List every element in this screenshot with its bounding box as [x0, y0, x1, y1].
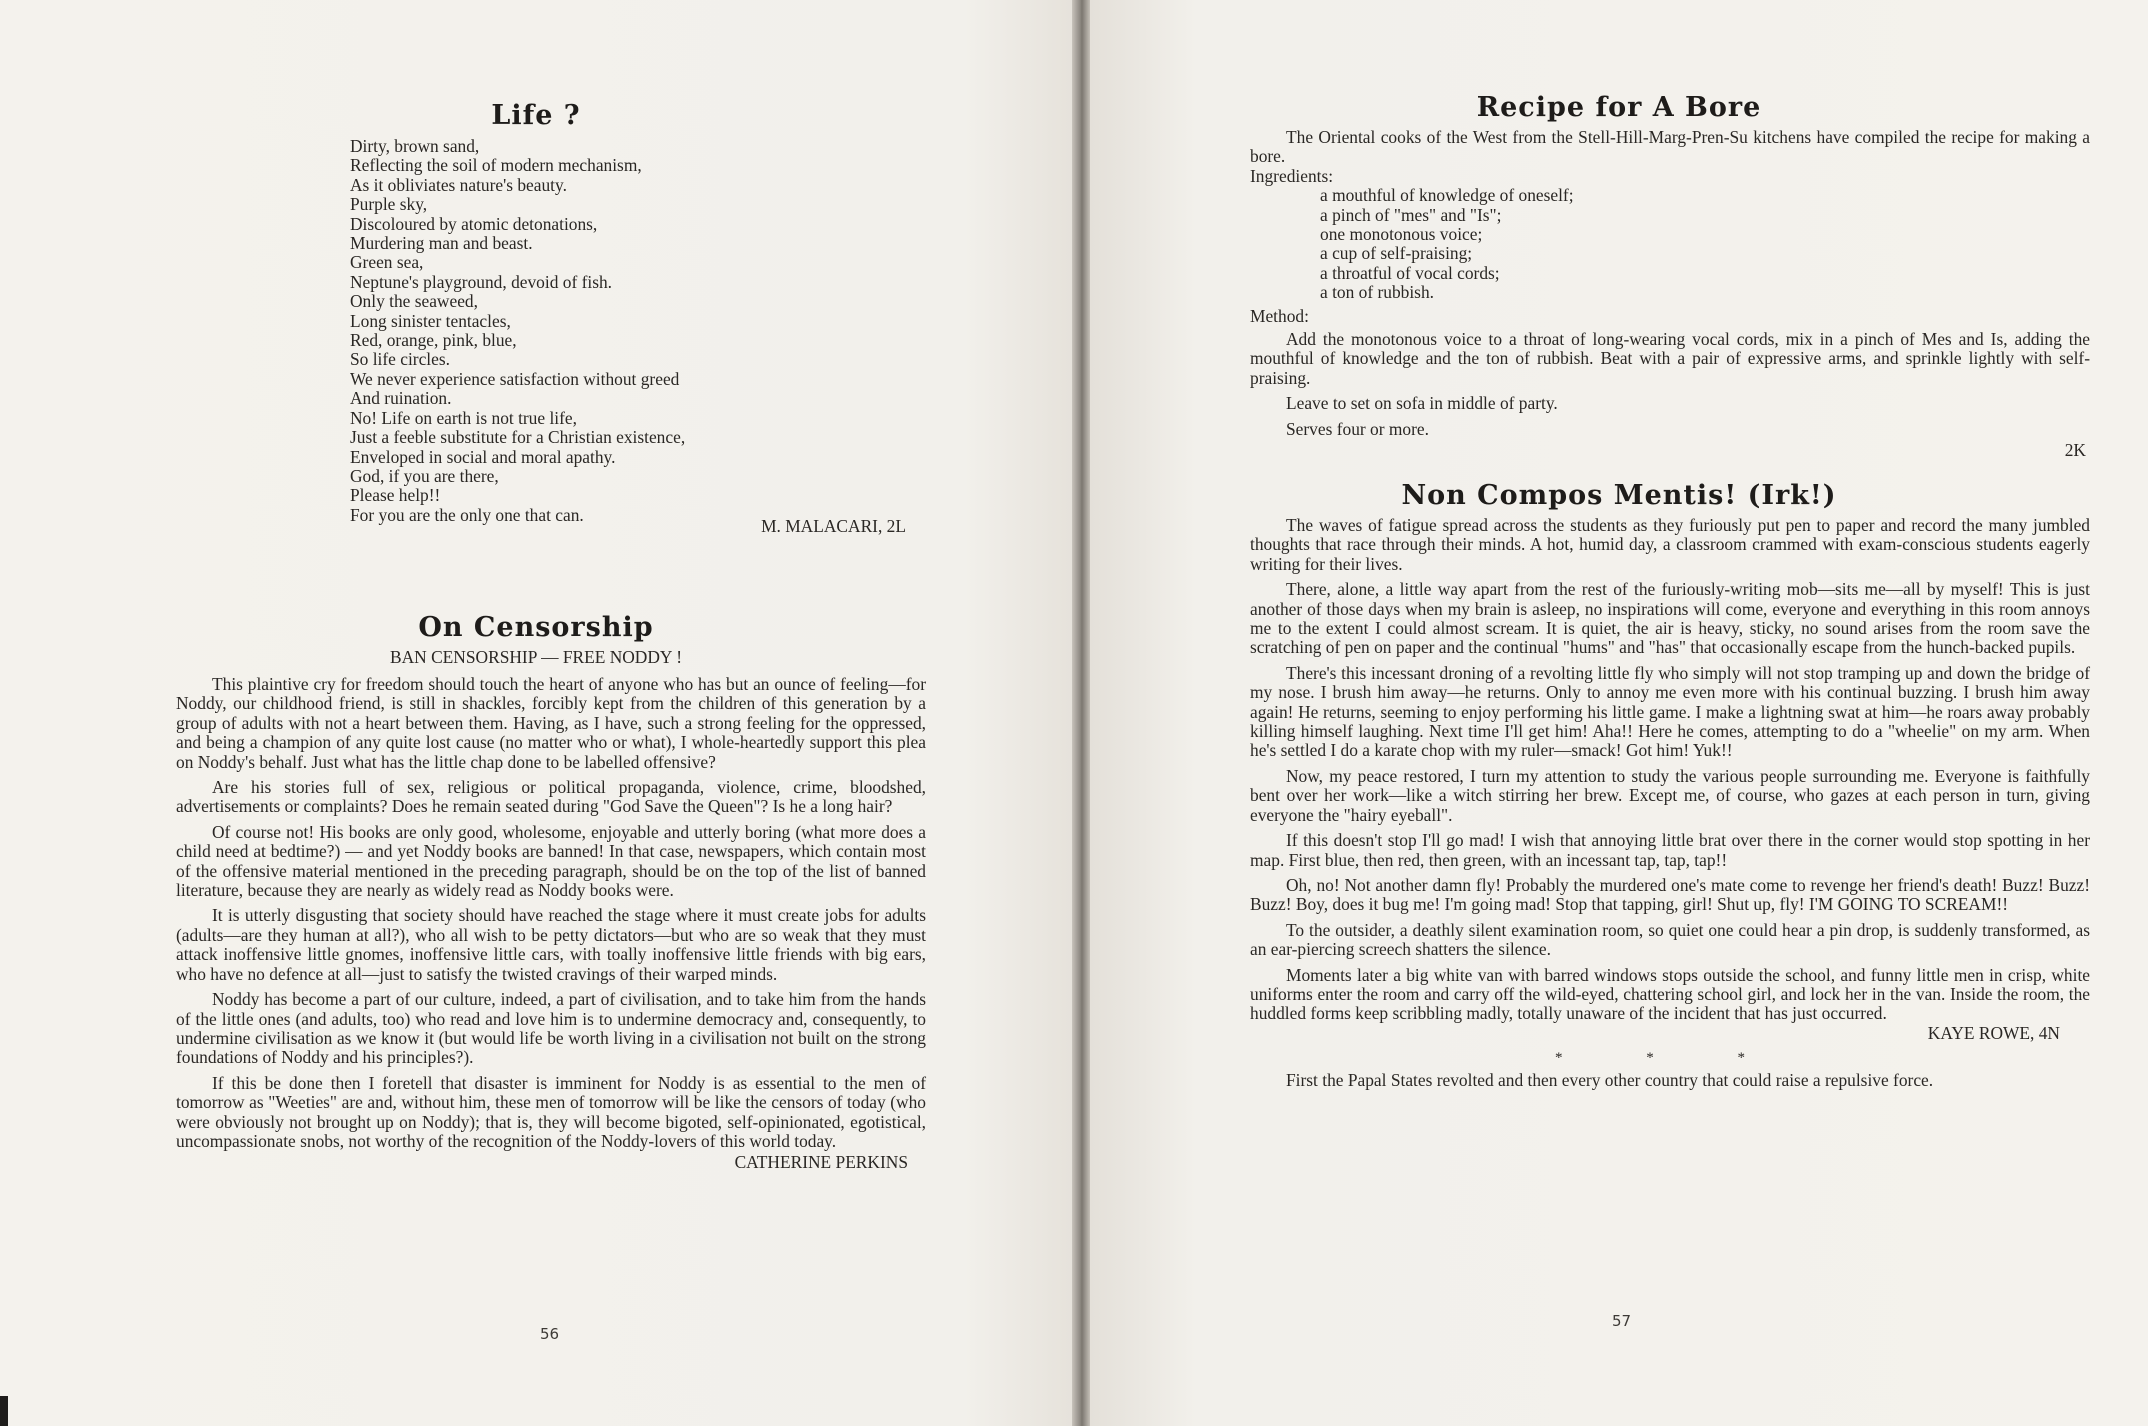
noncompos-paragraph: The waves of fatigue spread across the students as they furiously put pen to paper and record the many jumbled thoughts that race through their minds. A hot, humid day, a classroom crammed with exam-conscious students eagerly writing for their lives. — [1250, 515, 2090, 574]
censorship-paragraph: This plaintive cry for freedom should touch the heart of anyone who has but an ounce of feeling—for Noddy, our childhood friend, is still in shackles, forcibly kept from the children of this generation by a group of adults with not a heart between them. Having, as I have, such a strong feeling for the oppressed, and being a champion of any quite lost cause (no matter who or what), I whole-heartedly support this plea on Noddy's behalf. Just what has the little chap done to be labelled offensive? — [176, 674, 926, 772]
closing-text: First the Papal States revolted and then every other country that could raise a repulsive force. — [1286, 1069, 1934, 1090]
ingredients-label: Ingredients: — [1250, 165, 1334, 186]
poem-line: Discoloured by atomic detonations, — [350, 213, 598, 234]
poem-line: Just a feeble substitute for a Christian existence, — [350, 427, 686, 448]
poem-line: Long sinister tentacles, — [350, 310, 511, 331]
poem-line: Green sea, — [350, 252, 424, 273]
life-title: Life ? — [491, 100, 581, 131]
ingredient-item: a ton of rubbish. — [1320, 282, 1434, 303]
censorship-paragraph: Of course not! His books are only good, wholesome, enjoyable and utterly boring (what more does a child need at bedtime?) — and yet Noddy books are banned! In that case, newspapers, which contain most of the offensive material mentioned in the preceding paragraph, should be on the top of the list of banned literature, because they are nearly as widely read as Noddy books were. — [176, 821, 926, 901]
poem-line: We never experience satisfaction without greed — [350, 368, 680, 389]
ingredient-item: a cup of self-praising; — [1320, 243, 1473, 264]
noncompos-author: KAYE ROWE, 4N — [1927, 1022, 2060, 1043]
method-step: Add the monotonous voice to a throat of long-wearing vocal cords, mix in a pinch of Mes and Is, adding the mouthful of knowledge and the ton of rubbish. Beat with a pair of expressive arms, and sprinkle lightly with self-praising. — [1250, 329, 2090, 388]
poem-line: Only the seaweed, — [350, 291, 478, 312]
ingredient-item: a mouthful of knowledge of oneself; — [1320, 185, 1574, 206]
recipe-intro: The Oriental cooks of the West from the Stell-Hill-Marg-Pren-Su kitchens have compiled the recipe for making a bore. — [1250, 127, 2090, 167]
poem-line: No! Life on earth is not true life, — [350, 407, 577, 428]
poem-line: Dirty, brown sand, — [350, 136, 480, 156]
page-corner-mark — [0, 1396, 8, 1426]
censorship-subtitle: BAN CENSORSHIP — FREE NODDY ! — [390, 647, 682, 667]
recipe-title: Recipe for A Bore — [1476, 92, 1762, 123]
recipe-author: 2K — [2064, 440, 2086, 461]
recipe-body — [1250, 128, 2090, 461]
poem-line: As it obliviates nature's beauty. — [350, 174, 567, 195]
noncompos-paragraph: Now, my peace restored, I turn my attention to study the various people surrounding me. Everyone is faithfully bent over her work—like a witch stirring her brew. Except me, of course, who gazes at each person in turn, giving everyone the "hairy eyeball". — [1250, 765, 2090, 825]
method-step: Serves four or more. — [1286, 418, 1429, 439]
poem-line: Purple sky, — [350, 194, 428, 215]
noncompos-paragraph: There's this incessant droning of a revolting little fly who simply will not stop tramping up and down the bridge of my nose. I brush him away—he returns. Only to annoy me even more with his continual buzzing. I brush him away again! He returns, seeming to enjoy performing his little game. I make a lightning swat at him—he roars away probably killing himself laughing. Next time I'll get him! Aha!! Here he comes, attempting to do a "wheelie" on my arm. When he's settled I do a karate chop with my ruler—smack! Got him! Yuk!! — [1250, 662, 2090, 761]
poem-line: Please help!! — [350, 485, 441, 506]
method-step: Leave to set on sofa in middle of party. — [1286, 393, 1558, 414]
censorship-paragraph: Are his stories full of sex, religious or political propaganda, violence, crime, bloodshed, advertisements or complaints? Does he remain seated during "God Save the Queen"? Is he a long hair? — [176, 777, 926, 817]
poem-line: Enveloped in social and moral apathy. — [350, 446, 616, 467]
censorship-paragraph: It is utterly disgusting that society should have reached the stage where it must create jobs for adults (adults—are they human at all?), who all wish to be petty dictators—but who are so weak that they must attack inoffensive little gnomes, inoffensive little cars, with toally inoffensive little friends with big ears, who have no defence at all—just to satisfy the twisted cravings of their warped minds. — [176, 905, 926, 984]
censorship-title: On Censorship — [418, 612, 654, 643]
noncompos-paragraph: There, alone, a little way apart from the rest of the furiously-writing mob—sits me—all by myself! This is just another of those days when my brain is asleep, no inspirations will come, everyone and everything in this room annoys me to the extent I could almost scream. It is quiet, the air is heavy, sticky, no sound arises from the room save the scratching of pen on paper and the continual "hums" and "has" that occasionally escape from the hunch-backed pupils. — [1250, 579, 2090, 658]
censorship-paragraph: If this be done then I foretell that disaster is imminent for Noddy is as essential to the men of tomorrow as "Weeties" are and, without him, these men of tomorrow will be like the censors of today (who were obviously not brought up on Noddy); that is, they will become bigoted, self-opinionated, egotistical, uncompassionate snobs, not worthy of the recognition of the Noddy-lovers of this world today. — [176, 1072, 926, 1151]
ingredients-list — [1320, 186, 2090, 302]
ingredient-item: a pinch of "mes" and "Is"; — [1320, 204, 1502, 225]
censorship-paragraph: Noddy has become a part of our culture, indeed, a part of civilisation, and to take him from the hands of the little ones (and adults, too) who read and love him is to undermine democracy and, consequently, to undermine civilisation as we know it (but would life be worth living in a civilisation not built on the strong foundations of Noddy and his principles?). — [176, 989, 926, 1068]
page-number-right: 57 — [1612, 1312, 1632, 1330]
noncompos-body — [1250, 516, 2090, 1090]
method-label: Method: — [1250, 305, 1309, 326]
right-page — [1090, 0, 2148, 1426]
poem-line: Reflecting the soil of modern mechanism, — [350, 155, 642, 176]
ingredient-item: a throatful of vocal cords; — [1320, 262, 1500, 283]
noncompos-paragraph: To the outsider, a deathly silent examination room, so quiet one could hear a pin drop, is suddenly transformed, as an ear-piercing screech shatters the silence. — [1250, 919, 2090, 960]
left-page — [0, 0, 1072, 1426]
poem-line: Neptune's playground, devoid of fish. — [350, 271, 613, 292]
poem-line: God, if you are there, — [350, 465, 499, 486]
censorship-author: CATHERINE PERKINS — [734, 1152, 908, 1173]
book-gutter — [1072, 0, 1090, 1426]
noncompos-paragraph: Oh, no! Not another damn fly! Probably the murdered one's mate come to revenge her friend's death! Buzz! Buzz! Buzz! Boy, does it bug me! I'm going mad! Stop that tapping, girl! Shut up, fly! I'M GOING TO SCREAM!! — [1250, 874, 2090, 915]
poem-line: For you are the only one that can. — [350, 504, 584, 525]
poem-line: So life circles. — [350, 349, 450, 370]
poem-line: Red, orange, pink, blue, — [350, 330, 517, 351]
poem-line: And ruination. — [350, 388, 452, 409]
life-poem — [350, 137, 930, 525]
noncompos-title: Non Compos Mentis! (Irk!) — [1401, 480, 1837, 511]
ingredient-item: one monotonous voice; — [1320, 224, 1483, 245]
page-number-left: 56 — [540, 1325, 560, 1343]
section-separator: * * * — [1555, 1050, 1785, 1067]
censorship-body — [176, 675, 926, 1173]
noncompos-paragraph: If this doesn't stop I'll go mad! I wish that annoying little brat over there in the corner would stop spotting in her map. First blue, then red, then green, with an incessant tap, tap, tap!! — [1250, 830, 2090, 870]
noncompos-paragraph: Moments later a big white van with barred windows stops outside the school, and funny little men in crisp, white uniforms enter the room and carry off the wild-eyed, chattering school girl, and lock her in the van. Inside the room, the huddled forms keep scribbling madly, totally unaware of the incident that has just occurred. — [1250, 964, 2090, 1024]
poem-line: Murdering man and beast. — [350, 233, 533, 254]
life-author: M. MALACARI, 2L — [761, 516, 906, 536]
